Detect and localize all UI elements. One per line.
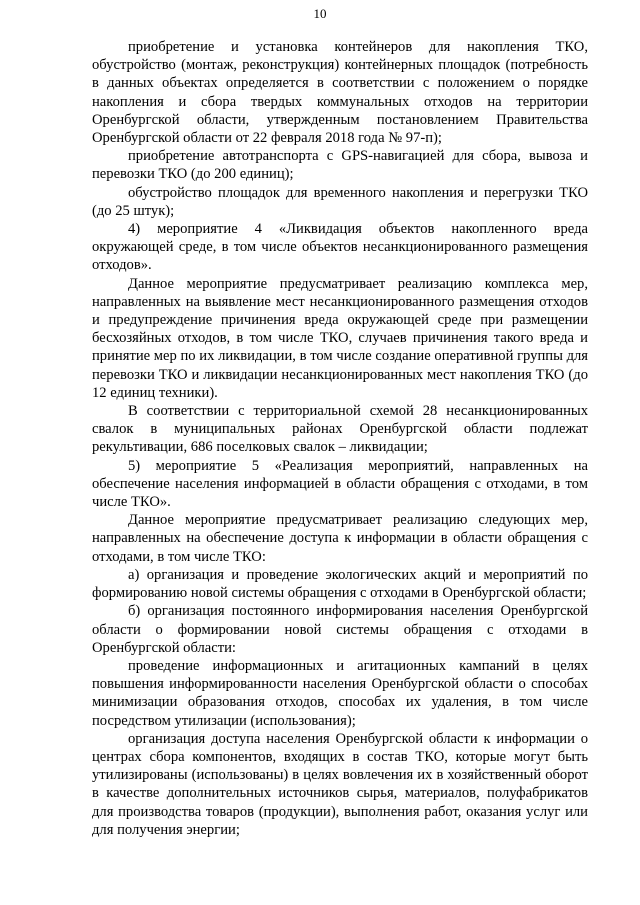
paragraph-transfer-sites: обустройство площадок для временного накопления и перегрузки ТКО (до 25 штук);: [92, 184, 588, 219]
paragraph-measure-4: 4) мероприятие 4 «Ликвидация объектов накопленного вреда окружающей среде, в том числе объектов несанкционированного размещения отходов».: [92, 221, 588, 274]
paragraph-containers: приобретение и установка контейнеров для накопления ТКО, обустройство (монтаж, реконструкция) контейнерных площадок (потребность в данных объектах определяется в соответствии с положением о порядке накопления и сбора твердых коммунальных отходов на территории Оренбургской области, утвержденным постановлением Правительства Оренбургской области от 22 февраля 2018 года № 97-п);: [92, 39, 588, 147]
paragraph-information-campaigns: проведение информационных и агитационных кампаний в целях повышения информированности населения Оренбургской области о способах минимизации образования отходов, способах их удаления, в том числе посредством утилизации (использования);: [92, 657, 588, 729]
paragraph-territorial-scheme: В соответствии с территориальной схемой 28 несанкционированных свалок в муниципальных районах Оренбургской области подлежат рекультивации, 686 поселковых свалок – ликвидации;: [92, 403, 588, 456]
paragraph-collection-centers-access: организация доступа населения Оренбургской области к информации о центрах сбора компонентов, входящих в состав ТКО, которые могут быть утилизированы (использованы) в целях вовлечения их в хозяйственный оборот в качестве дополнительных источников сырья, материалов, полуфабрикатов для производства товаров (продукции), выполнения работ, оказания услуг или для получения энергии;: [92, 730, 588, 838]
paragraph-gps-vehicles: приобретение автотранспорта с GPS-навигацией для сбора, вывоза и перевозки ТКО (до 200 единиц);: [92, 148, 588, 183]
paragraph-item-a: а) организация и проведение экологических акций и мероприятий по формированию новой системы обращения с отходами в Оренбургской области;: [92, 566, 588, 602]
paragraph-measure-4-description: Данное мероприятие предусматривает реализацию комплекса мер, направленных на выявление мест несанкционированного размещения отходов и предупреждение причинения вреда окружающей среде при размещении бесхозяйных отходов, в том числе ТКО, случаев причинения такого вреда и принятие мер по их ликвидации, в том числе создание оперативной группы для перевозки ТКО и ликвидации несанкционированных мест накопления ТКО (до 12 единиц техники).: [92, 275, 588, 401]
paragraph-measure-5: 5) мероприятие 5 «Реализация мероприятий, направленных на обеспечение населения информацией в области обращения с отходами, в том числе ТКО».: [92, 457, 588, 511]
document-body: [92, 38, 588, 839]
paragraph-measure-5-description: Данное мероприятие предусматривает реализацию следующих мер, направленных на обеспечение доступа к информации в области обращения с отходами, в том числе ТКО:: [92, 512, 588, 565]
paragraph-item-b: б) организация постоянного информирования населения Оренбургской области о формировании новой системы обращения с отходами в Оренбургской области:: [92, 603, 588, 656]
page-number: 10: [313, 6, 327, 21]
